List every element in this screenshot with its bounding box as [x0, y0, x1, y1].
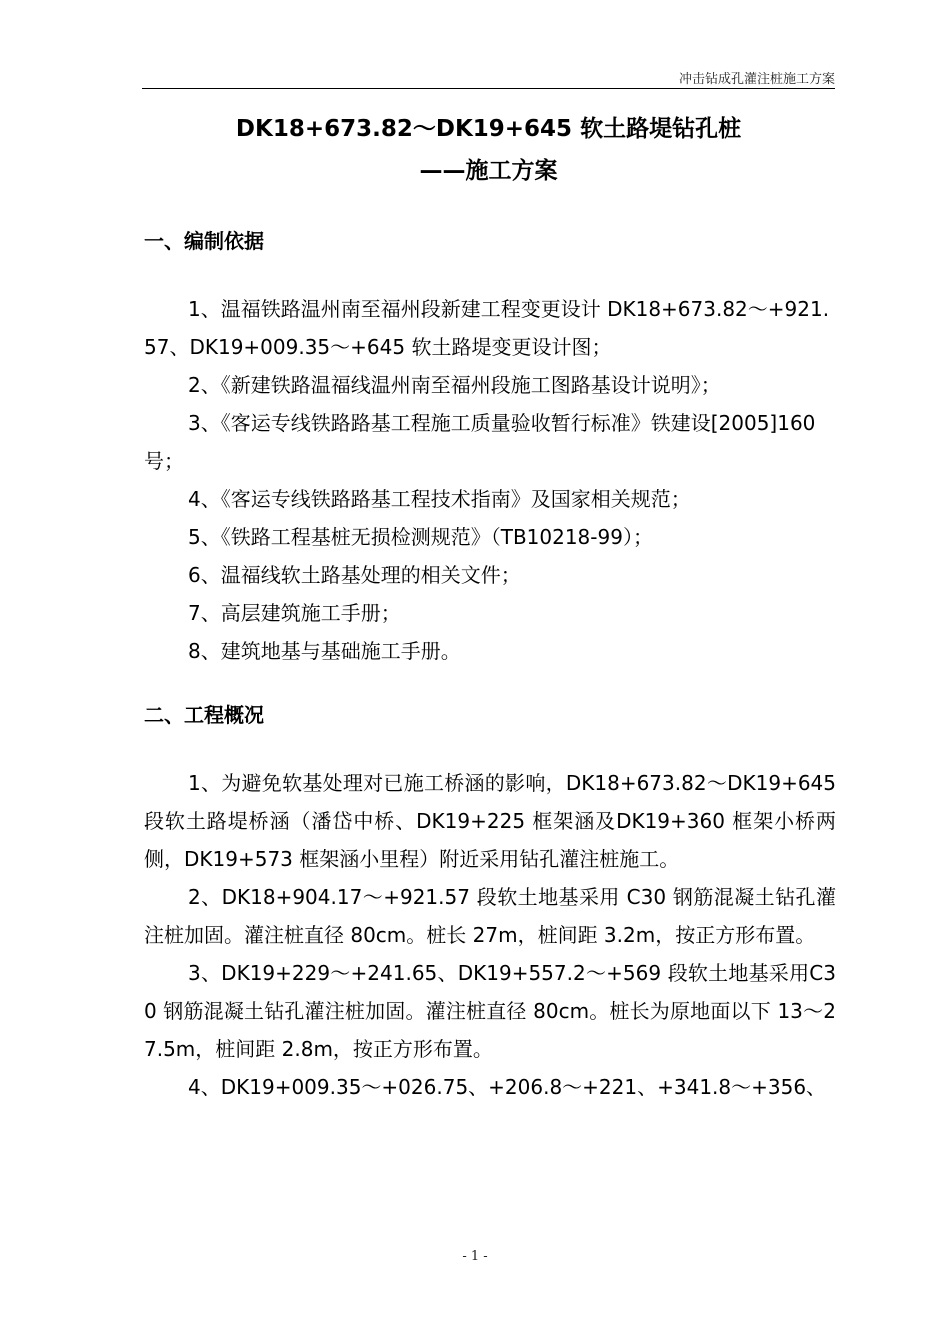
title-line-1: DK18+673.82～DK19+645 软土路堤钻孔桩: [235, 116, 742, 142]
overview-paragraph-3: 3、DK19+229～+241.65、DK19+557.2～+569 段软土地基采用C30 钢筋混凝土钻孔灌注桩加固。灌注桩直径 80cm。桩长为原地面以下 13～27.5m，桩间距 2.8m，按正方形布置。: [144, 961, 836, 1061]
basis-item-3: 3、《客运专线铁路路基工程施工质量验收暂行标准》铁建设[2005]160 号；: [144, 411, 822, 473]
basis-item-4: 4、《客运专线铁路路基工程技术指南》及国家相关规范；: [188, 487, 691, 511]
title-line-2: ——施工方案: [419, 158, 558, 184]
basis-item-8: 8、建筑地基与基础施工手册。: [188, 639, 461, 663]
basis-item-5: 5、《铁路工程基桩无损检测规范》（TB10218-99）；: [188, 525, 653, 549]
basis-item-1: 1、温福铁路温州南至福州段新建工程变更设计 DK18+673.82～+921.57、DK19+009.35～+645 软土路堤变更设计图；: [144, 297, 830, 359]
overview-paragraph-1: 1、为避免软基处理对已施工桥涵的影响，DK18+673.82～DK19+645 段软土路堤桥涵（潘岱中桥、DK19+225 框架涵及DK19+360 框架小桥两侧，DK19+573 框架涵小里程）附近采用钻孔灌注桩施工。: [144, 771, 843, 871]
header-rule: [142, 88, 835, 89]
section-heading-basis: 一、编制依据: [144, 229, 264, 253]
page-number: - 1 -: [462, 1249, 488, 1264]
running-header: 冲击钻成孔灌注桩施工方案: [678, 72, 835, 87]
document-body: [144, 222, 843, 1106]
basis-item-6: 6、温福线软土路基处理的相关文件；: [188, 563, 521, 587]
section-heading-overview: 二、工程概况: [144, 703, 264, 727]
overview-paragraph-2: 2、DK18+904.17～+921.57 段软土地基采用 C30 钢筋混凝土钻孔灌注桩加固。灌注桩直径 80cm。桩长 27m，桩间距 3.2m，按正方形布置。: [144, 885, 836, 947]
basis-item-2: 2、《新建铁路温福线温州南至福州段施工图路基设计说明》；: [188, 373, 721, 397]
overview-paragraph-4: 4、DK19+009.35～+026.75、+206.8～+221、+341.8～+356、: [188, 1075, 827, 1099]
basis-item-7: 7、高层建筑施工手册；: [188, 601, 401, 625]
document-title: [142, 108, 835, 192]
